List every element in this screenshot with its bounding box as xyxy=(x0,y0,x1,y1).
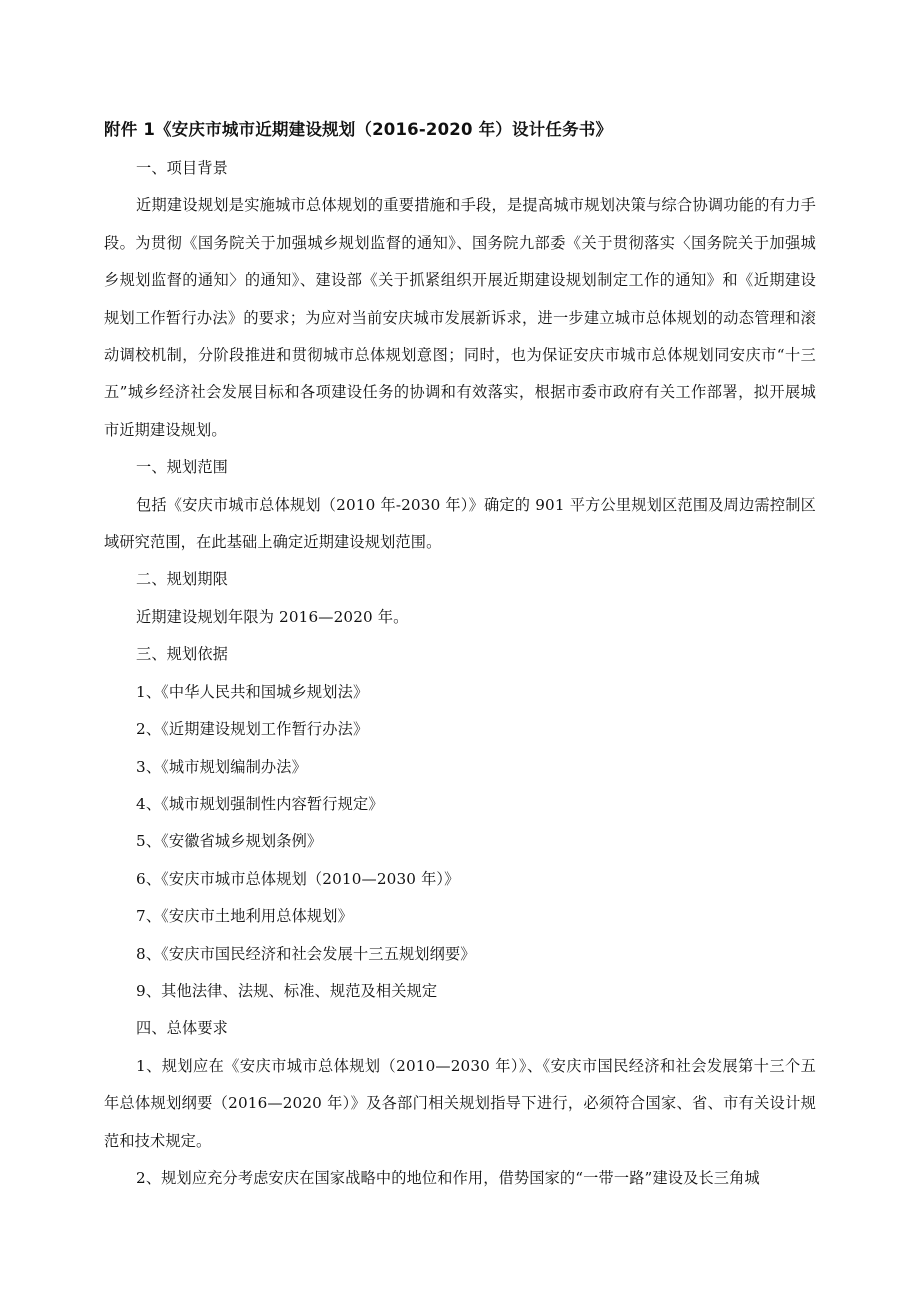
heading-general-requirements: 四、总体要求 xyxy=(136,1019,229,1038)
basis-item: 5、《安徽省城乡规划条例》 xyxy=(136,832,323,851)
paragraph-background: 近期建设规划是实施城市总体规划的重要措施和手段，是提高城市规划决策与综合协调功能的有力手段。为贯彻《国务院关于加强城乡规划监督的通知》、国务院九部委《关于贯彻落实〈国务院关于加强城乡规划监督的通知〉的通知》、建设部《关于抓紧组织开展近期建设规划制定工作的通知》和《近期建设规划工作暂行办法》的要求；为应对当前安庆城市发展新诉求，进一步建立城市总体规划的动态管理和滚动调校机制，分阶段推进和贯彻城市总体规划意图；同时，也为保证安庆市城市总体规划同安庆市“十三五”城乡经济社会发展目标和各项建设任务的协调和有效落实，根据市委市政府有关工作部署，拟开展城市近期建设规划。 xyxy=(104,196,816,439)
document-body xyxy=(104,150,816,1197)
basis-item: 9、其他法律、法规、标准、规范及相关规定 xyxy=(136,981,438,1000)
basis-item: 6、《安庆市城市总体规划（2010—2030 年）》 xyxy=(136,869,460,888)
basis-item: 1、《中华人民共和国城乡规划法》 xyxy=(136,682,369,701)
paragraph-scope: 包括《安庆市城市总体规划（2010 年-2030 年）》确定的 901 平方公里规划区范围及周边需控制区域研究范围，在此基础上确定近期建设规划范围。 xyxy=(104,495,816,552)
basis-item: 8、《安庆市国民经济和社会发展十三五规划纲要》 xyxy=(136,944,476,963)
document-title: 附件 1《安庆市城市近期建设规划（2016-2020 年）设计任务书》 xyxy=(104,120,613,139)
basis-item: 3、《城市规划编制办法》 xyxy=(136,757,307,776)
basis-item: 2、《近期建设规划工作暂行办法》 xyxy=(136,720,369,739)
requirement-item: 2、规划应充分考虑安庆在国家战略中的地位和作用，借势国家的“一带一路”建设及长三角城 xyxy=(136,1168,760,1187)
requirement-item: 1、规划应在《安庆市城市总体规划（2010—2030 年）》、《安庆市国民经济和社会发展第十三个五年总体规划纲要（2016—2020 年）》及各部门相关规划指导下进行，必须符合国家、省、市有关设计规范和技术规定。 xyxy=(104,1056,816,1150)
heading-planning-basis: 三、规划依据 xyxy=(136,645,229,664)
basis-item: 7、《安庆市土地利用总体规划》 xyxy=(136,907,353,926)
heading-planning-scope: 一、规划范围 xyxy=(136,458,229,477)
basis-item: 4、《城市规划强制性内容暂行规定》 xyxy=(136,794,384,813)
paragraph-period: 近期建设规划年限为 2016—2020 年。 xyxy=(136,607,409,626)
heading-planning-period: 二、规划期限 xyxy=(136,570,229,589)
heading-project-background: 一、项目背景 xyxy=(136,159,229,177)
